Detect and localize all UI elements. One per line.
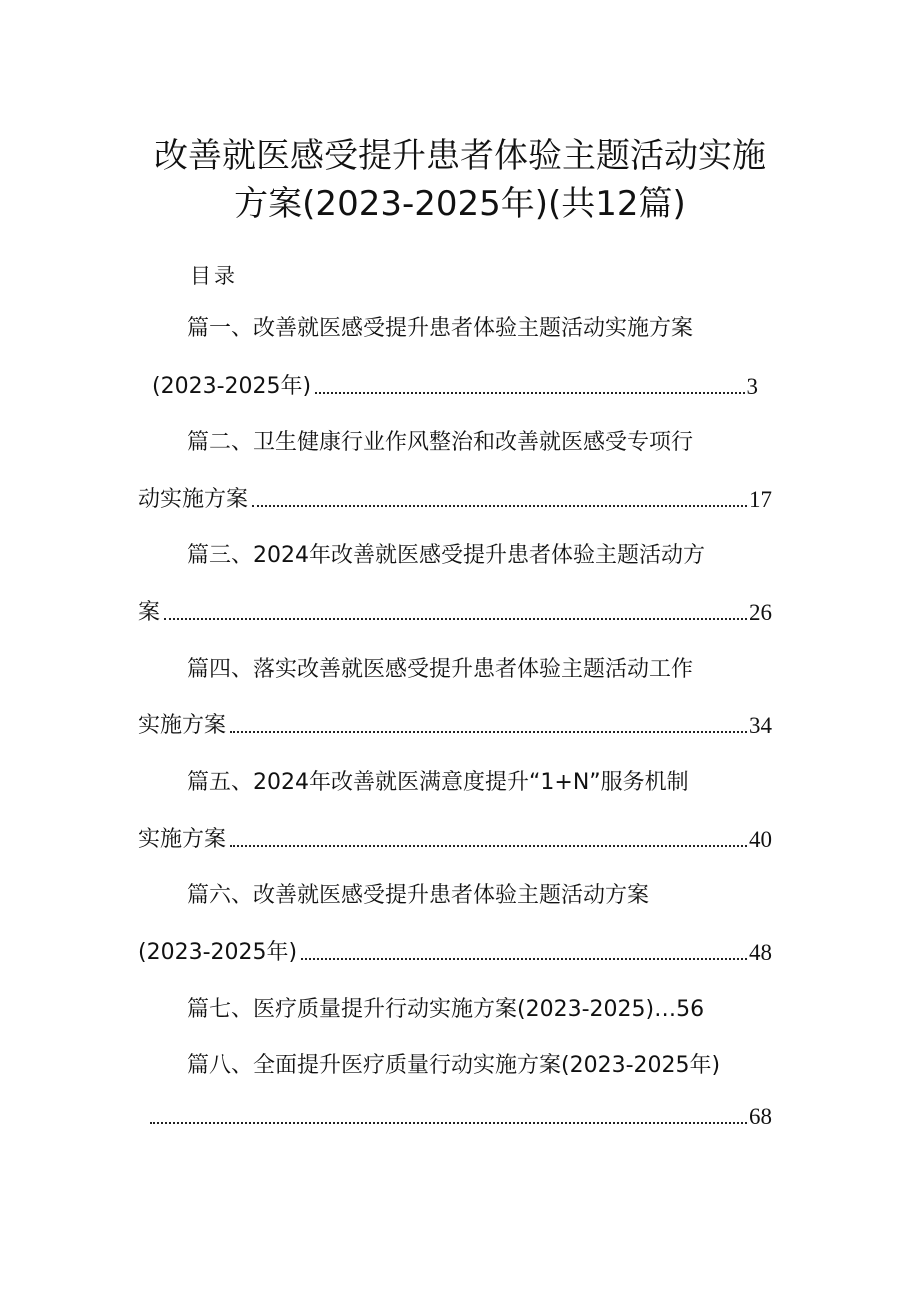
toc-entry-2-continuation: 动实施方案 (138, 487, 249, 512)
dot-leader (315, 392, 744, 394)
document-title-line-2: 方案(2023-2025年)(共12篇) (234, 184, 686, 224)
toc-entry-2-title[interactable]: 篇二、卫生健康行业作风整治和改善就医感受专项行 (187, 430, 694, 455)
toc-entry-3-page: 26 (749, 600, 772, 625)
toc-entry-6-page: 48 (749, 940, 772, 965)
toc-entry-3-title[interactable]: 篇三、2024年改善就医感受提升患者体验主题活动方 (187, 543, 705, 568)
toc-entry-8-leader[interactable] (146, 1102, 772, 1132)
toc-entry-5-leader[interactable] (138, 825, 772, 855)
toc-entry-4-leader[interactable] (138, 711, 772, 741)
toc-heading: 目录 (190, 264, 238, 288)
dot-leader (301, 958, 747, 960)
toc-entry-4-title[interactable]: 篇四、落实改善就医感受提升患者体验主题活动工作 (187, 657, 694, 682)
dot-leader (252, 505, 747, 507)
toc-entry-2-leader[interactable] (138, 485, 772, 515)
toc-entry-2-page: 17 (749, 487, 772, 512)
toc-entry-4-page: 34 (749, 713, 772, 738)
dot-leader (230, 845, 747, 847)
dot-leader (164, 618, 747, 620)
toc-entry-8-title[interactable]: 篇八、全面提升医疗质量行动实施方案(2023-2025年) (187, 1053, 721, 1078)
toc-entry-8-page: 68 (749, 1104, 772, 1129)
dot-leader (150, 1122, 747, 1124)
toc-entry-5-continuation: 实施方案 (138, 827, 227, 852)
toc-entry-3-leader[interactable] (138, 598, 772, 628)
toc-entry-6-title[interactable]: 篇六、改善就医感受提升患者体验主题活动方案 (187, 883, 650, 908)
toc-entry-1-title[interactable]: 篇一、改善就医感受提升患者体验主题活动实施方案 (187, 316, 694, 341)
dot-leader (230, 731, 747, 733)
toc-entry-3-continuation: 案 (138, 600, 161, 625)
toc-entry-5-page: 40 (749, 827, 772, 852)
toc-entry-1-page: 3 (746, 374, 758, 399)
toc-entry-4-continuation: 实施方案 (138, 713, 227, 738)
toc-entry-7-title[interactable]: 篇七、医疗质量提升行动实施方案(2023-2025)…56 (187, 997, 705, 1022)
toc-entry-1-leader[interactable] (152, 372, 758, 402)
toc-entry-5-title[interactable]: 篇五、2024年改善就医满意度提升“1+N”服务机制 (187, 770, 689, 795)
document-title-line-1: 改善就医感受提升患者体验主题活动实施 (154, 136, 766, 176)
toc-entry-6-continuation: (2023-2025年) (138, 940, 298, 965)
toc-entry-6-leader[interactable] (138, 938, 772, 968)
toc-entry-1-continuation: (2023-2025年) (152, 374, 312, 399)
